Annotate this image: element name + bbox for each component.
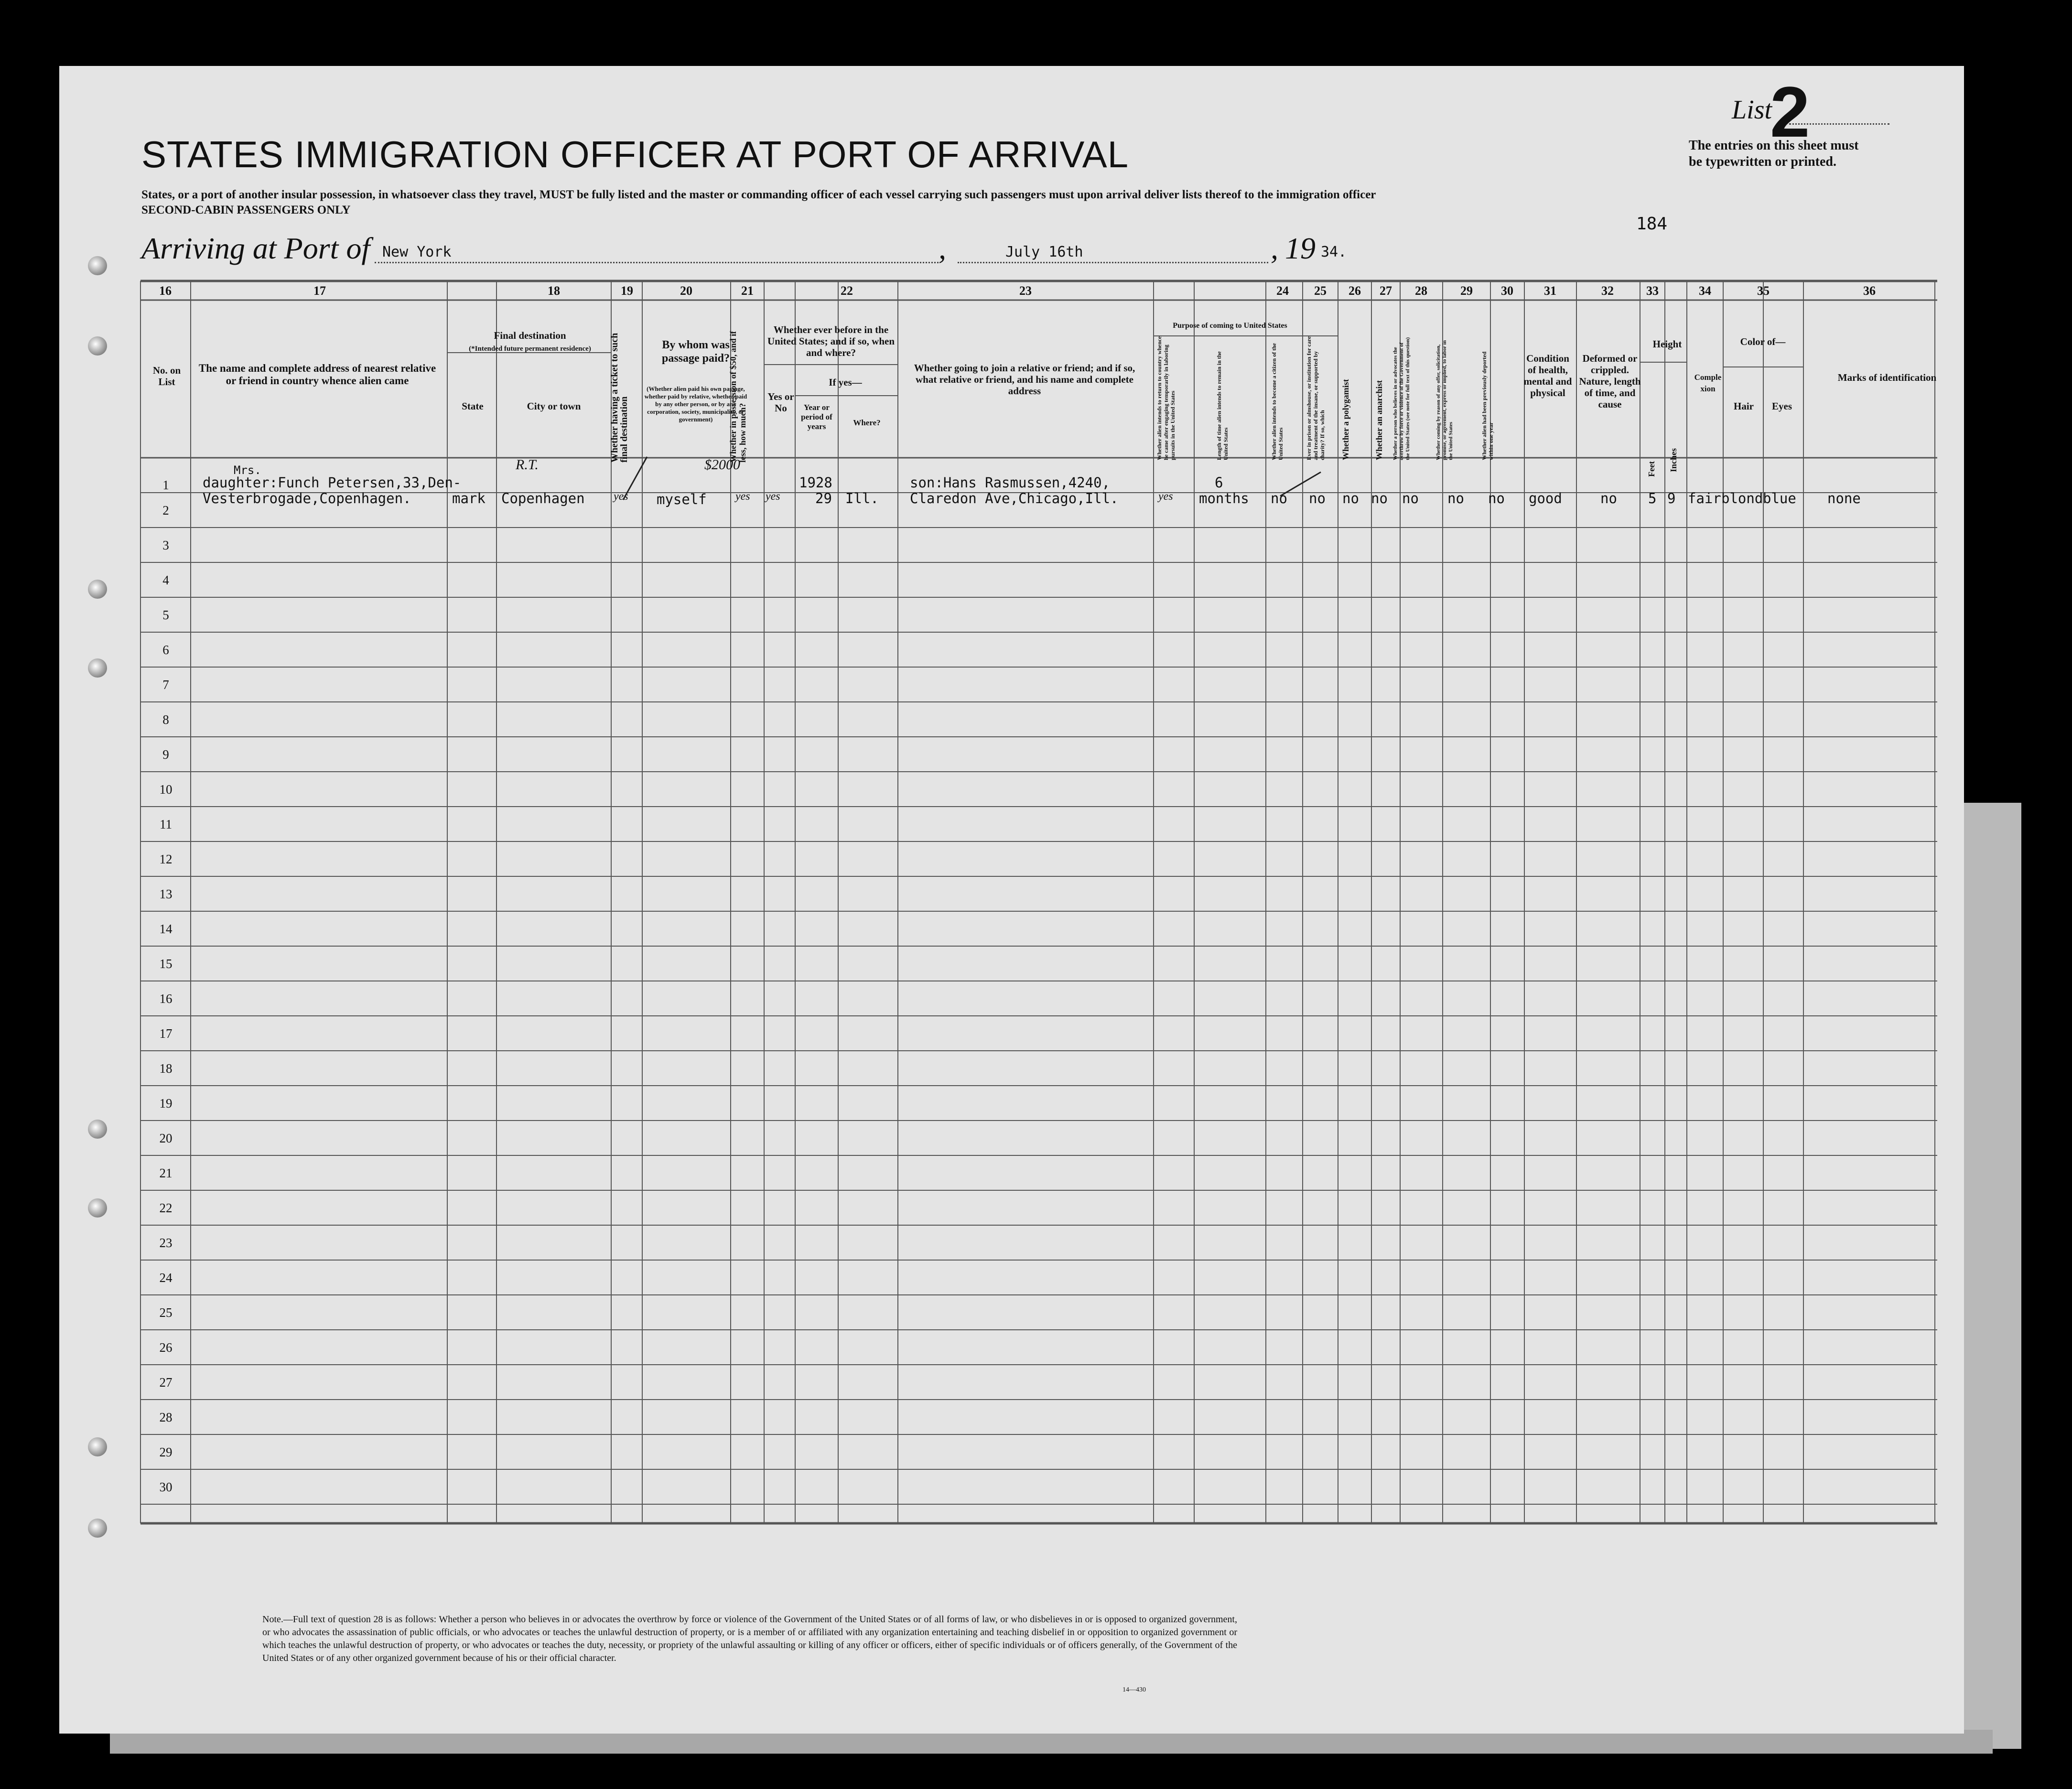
column-number: 25: [1314, 284, 1327, 298]
row-number: 27: [159, 1375, 173, 1390]
row-number: 9: [162, 747, 169, 762]
header-passage-paid-note: (Whether alien paid his own passage, whether paid by relative, whether paid by any other person, or by any corporation, society, municipality, or government): [644, 385, 747, 423]
header-prison: Ever in prison or almshouse, or institution for care and treatment of the insane, or supported by charity? If so, which: [1306, 336, 1326, 460]
header-final-destination: Final destination: [494, 330, 566, 341]
header-passage-paid: By whom was passage paid?: [661, 339, 730, 365]
form-number: 14—430: [1122, 1686, 1146, 1693]
header-where: Where?: [853, 418, 881, 427]
row1-deformed: no: [1600, 490, 1617, 507]
header-deported: Whether alien had been previously deported within one year: [1481, 351, 1494, 460]
row1-city: Copenhagen: [501, 490, 585, 507]
list-number: 2: [1770, 72, 1810, 152]
column-number: 24: [1276, 284, 1289, 298]
column-number: 19: [621, 284, 633, 298]
column-number: 22: [841, 284, 853, 298]
row1-year-2: 29: [815, 490, 832, 507]
column-number: 23: [1019, 284, 1032, 298]
row1-feet: 5: [1648, 490, 1657, 507]
punch-hole: [88, 1519, 107, 1538]
row-number: 21: [159, 1166, 173, 1180]
list-label: List: [1732, 95, 1772, 125]
column-number: 28: [1415, 284, 1427, 298]
header-nearest-relative: The name and complete address of nearest relative or friend in country whence alien came: [198, 362, 436, 387]
tick-marks: [59, 66, 1964, 544]
column-number: 34: [1699, 284, 1711, 298]
row1-question-29: no: [1447, 490, 1464, 507]
page-edge-right: [1964, 803, 2021, 1749]
row-number: 23: [159, 1236, 173, 1250]
header-state: State: [462, 400, 484, 412]
row1-relative-line-2: Vesterbrogade,Copenhagen.: [203, 490, 411, 507]
header-health: Condition of health, mental and physical: [1523, 353, 1572, 399]
column-number: 36: [1863, 284, 1876, 298]
row1-where: Ill.: [845, 490, 879, 507]
column-number: 20: [680, 284, 692, 298]
row1-before-in-us: yes: [766, 490, 780, 503]
row-number: 29: [159, 1445, 173, 1459]
row-number: 1: [162, 478, 169, 492]
header-year-or-period: Year or period of years: [801, 403, 832, 431]
column-number: 33: [1646, 284, 1659, 298]
punch-hole: [88, 658, 107, 678]
row-number: 20: [159, 1131, 173, 1145]
year-suffix: 34.: [1321, 244, 1347, 260]
row1-return: yes: [1158, 490, 1173, 503]
row-number: 17: [159, 1026, 173, 1041]
header-city-or-town: City or town: [527, 400, 581, 412]
comma-2: ,: [1271, 231, 1278, 265]
subtitle-line-1: States, or a port of another insular possession, in whatsoever class they travel, MUST be fully listed and the master or commanding officer of each vessel carrying such passengers must upon arrival deliver lists thereof to the immigration officer: [141, 188, 1376, 201]
subtitle-line-2: SECOND-CABIN PASSENGERS ONLY: [141, 204, 351, 216]
row-number: 6: [162, 643, 169, 657]
header-anarchist: Whether an anarchist: [1374, 380, 1384, 460]
comma-1: ,: [939, 231, 946, 265]
column-number: 17: [313, 284, 326, 298]
typewritten-note-line-1: The entries on this sheet must: [1689, 138, 1859, 153]
header-inches: Inches: [1669, 448, 1678, 472]
header-complexion: Complexion: [1694, 373, 1722, 393]
row1-prison: no: [1309, 490, 1326, 507]
header-ticket: Whether having a ticket to such final destination: [609, 333, 629, 463]
header-deformed: Deformed or crippled. Nature, length of time, and cause: [1579, 353, 1641, 410]
row1-question-28: no: [1402, 490, 1419, 507]
column-number: 31: [1544, 284, 1556, 298]
typewritten-note-line-2: be typewritten or printed.: [1689, 154, 1836, 169]
row1-hair: blond: [1721, 490, 1763, 507]
column-number: 27: [1380, 284, 1392, 298]
arrival-port: New York: [382, 244, 452, 260]
header-if-yes: If yes—: [829, 377, 862, 388]
header-question-28: Whether a person who believes in or advocates the overthrow by force or violence of the Government of the United States (see note for full text of this question): [1392, 337, 1411, 460]
header-ever-before-in-us: Whether ever before in the United States; and if so, when and where?: [767, 324, 895, 358]
header-return-intent: Whether alien intends to return to country whence he came after engaging temporarily in laboring pursuits in the United States: [1156, 336, 1176, 460]
arriving-label: Arriving at Port of: [141, 231, 370, 265]
row-number: 3: [162, 538, 169, 552]
header-feet: Feet: [1647, 461, 1656, 477]
row1-marks: none: [1827, 490, 1861, 507]
row-number: 14: [159, 922, 173, 936]
header-yes-or-no: Yes or No: [767, 391, 794, 414]
row1-citizen: no: [1271, 490, 1287, 507]
punch-hole: [88, 580, 107, 599]
row-number: 12: [159, 852, 173, 866]
row-number: 5: [162, 608, 169, 622]
row1-relative-title: Mrs.: [234, 463, 261, 477]
year-prefix: 19: [1285, 231, 1316, 265]
column-number: 26: [1349, 284, 1361, 298]
header-purpose: Purpose of coming to United States: [1173, 322, 1287, 330]
row1-money: yes: [735, 490, 750, 503]
column-number: 35: [1757, 284, 1770, 298]
row-number: 7: [162, 678, 169, 692]
row-number: 13: [159, 887, 173, 901]
row-number: 18: [159, 1061, 173, 1076]
row-number: 2: [162, 503, 169, 517]
row1-relative-line-1: daughter:Funch Petersen,33,Den-: [203, 474, 462, 491]
row-number: 22: [159, 1201, 173, 1215]
row1-joining-line-1: son:Hans Rasmussen,4240,: [910, 474, 1111, 491]
punch-hole: [88, 1198, 107, 1218]
row-number: 15: [159, 957, 173, 971]
column-number: 21: [741, 284, 754, 298]
row1-year-1: 1928: [799, 474, 832, 491]
row1-state: mark: [452, 490, 486, 507]
header-joining-relative: Whether going to join a relative or friend; and if so, what relative or friend, and his name and complete address: [914, 362, 1135, 397]
row1-length-1: 6: [1215, 474, 1223, 491]
header-height: Height: [1652, 338, 1682, 350]
row-number: 10: [159, 782, 173, 797]
header-color-of: Color of—: [1740, 336, 1786, 347]
page-reference: 184: [1636, 214, 1668, 234]
punch-hole: [88, 1437, 107, 1456]
arrival-date: July 16th: [1005, 244, 1083, 260]
row-number: 25: [159, 1305, 173, 1320]
column-number: 30: [1501, 284, 1513, 298]
row1-joining-line-2: Claredon Ave,Chicago,Ill.: [910, 490, 1119, 507]
row-number: 30: [159, 1480, 173, 1494]
header-no-on-list: No. on List: [152, 365, 181, 388]
column-number: 29: [1460, 284, 1473, 298]
header-hair: Hair: [1734, 400, 1754, 412]
row1-complexion: fair: [1688, 490, 1721, 507]
row-number: 11: [160, 817, 172, 831]
row-number: 19: [159, 1096, 173, 1110]
column-number: 32: [1601, 284, 1614, 298]
header-final-destination-note: (*Intended future permanent residence): [469, 345, 591, 353]
header-marks-of-identification: Marks of identification: [1837, 372, 1937, 383]
header-length-of-stay: Length of time alien intends to remain in the United States: [1216, 351, 1229, 460]
row-number: 26: [159, 1340, 173, 1355]
header-fifty-dollars: Whether in possession of $50, and if less, how much?: [728, 331, 747, 463]
row1-deported: no: [1488, 490, 1505, 507]
punch-hole: [88, 336, 107, 356]
header-polygamist: Whether a polygamist: [1341, 379, 1350, 460]
column-number: 18: [548, 284, 560, 298]
row1-anarchist: no: [1371, 490, 1388, 507]
row-number: 28: [159, 1410, 173, 1424]
row-number: 24: [159, 1271, 173, 1285]
row-number: 4: [162, 573, 169, 587]
row-number: 8: [162, 712, 169, 727]
footer-note: Note.—Full text of question 28 is as follows: Whether a person who believes in or advocates the overthrow by force or violence of the Government of the United States or of all forms of law, or who disbelieves in or is opposed to organized government, or who advocates the assassination of public officials, or who advocates or teaches the unlawful destruction of property, or is a member of or affiliated with any organization entertaining and teaching disbelief in or opposition to organized government or which teaches the unlawful destruction of property, or who advocates or teaches the duty, necessity, or propriety of the unlawful assaulting or killing of any officer or officers, either of specific individuals or of officers generally, of the Government of the United States or of any other organized government because of his or their official character.: [262, 1614, 1237, 1663]
row1-inches: 9: [1667, 490, 1676, 507]
punch-hole: [88, 1120, 107, 1139]
row-number: 16: [159, 991, 173, 1006]
manifest-sheet: [59, 66, 1964, 1734]
row1-eyes: blue: [1763, 490, 1796, 507]
page-title: STATES IMMIGRATION OFFICER AT PORT OF ARRIVAL: [141, 133, 1129, 175]
header-question-29: Whether coming by reason of any offer, solicitation, promise, or agreement, express or implied, to labor in the United States: [1435, 340, 1454, 460]
header-eyes: Eyes: [1772, 400, 1792, 412]
row1-passage-paid: myself: [657, 491, 707, 507]
row1-health: good: [1529, 490, 1562, 507]
row1-money-annotation: $2000: [704, 457, 740, 473]
row1-ticket: yes: [614, 490, 628, 503]
column-number: 16: [159, 284, 172, 298]
punch-hole: [88, 256, 107, 275]
row1-length-2: months: [1199, 490, 1249, 507]
row1-state-annotation: R.T.: [516, 457, 539, 473]
header-citizen-intent: Whether alien intends to become a citizen of the United States: [1271, 343, 1284, 460]
row1-polygamist: no: [1342, 490, 1359, 507]
